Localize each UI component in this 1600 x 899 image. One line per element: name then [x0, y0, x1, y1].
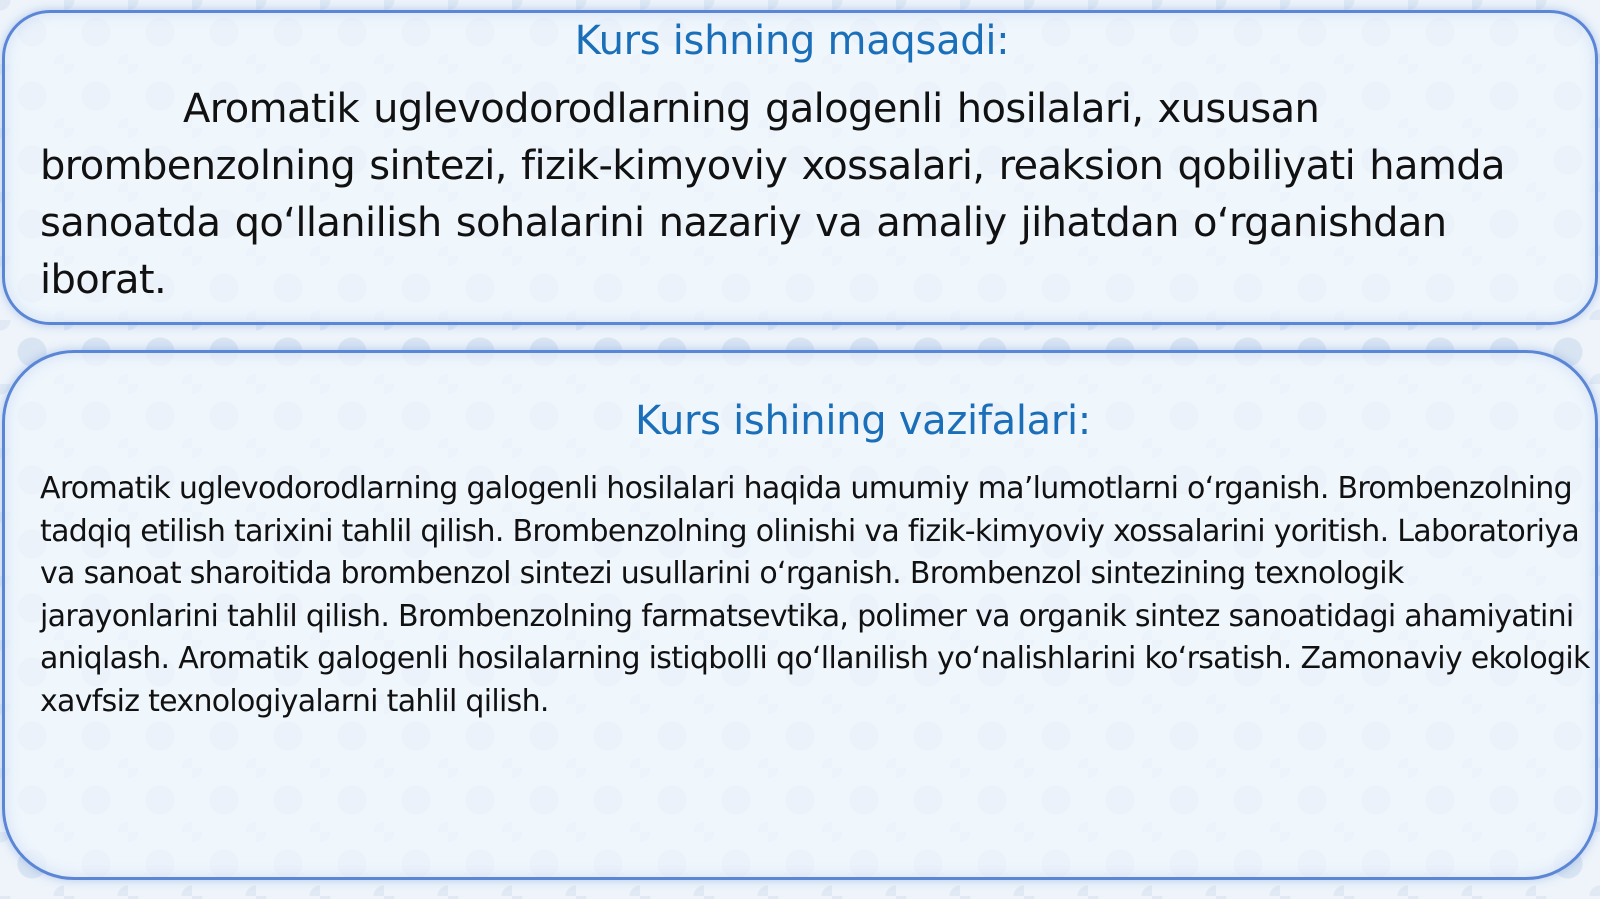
- tasks-heading: Kurs ishining vazifalari:: [635, 398, 1091, 444]
- tasks-panel: [2, 350, 1598, 880]
- tasks-text: Aromatik uglevodorodlarning galogenli hosilalari haqida umumiy ma’lumotlarni o‘rganish. Brombenzolning tadqiq etilish tarixini tahlil qilish. Brombenzolning olinishi va fizik-kimyoviy xossalarini yoritish. Laboratoriya va sanoat sharoitida brombenzol sintezi usullarini o‘rganish. Brombenzol sintezining texnologik jarayonlarini tahlil qilish. Brombenzolning farmatsevtika, polimer va organik sintez sanoatidagi ahamiyatini aniqlash. Aromatik galogenli hosilalarning istiqbolli qo‘llanilish yo‘nalishlarini ko‘rsatish. Zamonaviy ekologik xavfsiz texnologiyalarni tahlil qilish.: [40, 471, 1590, 719]
- goal-text: Aromatik uglevodorodlarning galogenli hosilalari, xususan brombenzolning sintezi, fizik-kimyoviy xossalari, reaksion qobiliyati hamda sanoatda qo‘llanilish sohalarini nazariy va amaliy jihatdan o‘rganishdan iborat.: [40, 86, 1505, 303]
- goal-heading: Kurs ishning maqsadi:: [574, 18, 1010, 64]
- goal-panel: [2, 10, 1598, 325]
